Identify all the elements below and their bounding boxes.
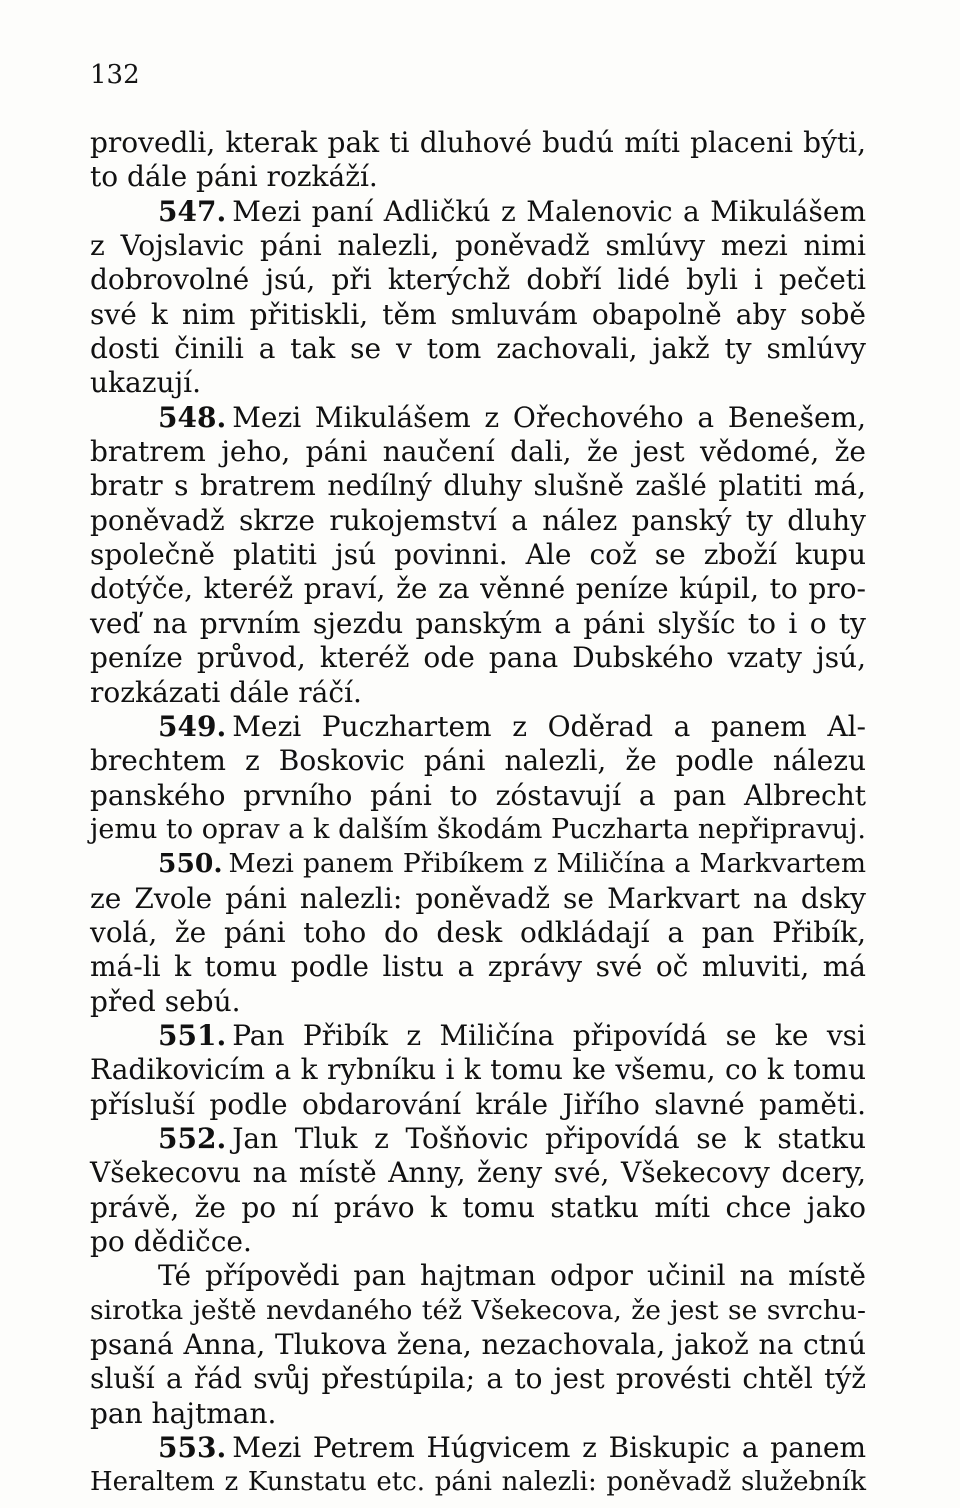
line-text: má-li k tomu podle listu a zprávy své oč mluviti, má	[90, 950, 866, 984]
line-text: to dále páni rozkáží.	[90, 160, 378, 194]
line-text: Radikovicím a k rybníku i k tomu ke všemu, co k tomu	[90, 1053, 866, 1087]
text-line	[90, 298, 866, 332]
text-line	[90, 332, 866, 366]
line-text: jemu to oprav a k dalším škodám Puczharta nepřipravuj.	[90, 813, 866, 845]
text-line	[90, 1362, 866, 1396]
text-line	[90, 366, 866, 400]
paragraph-number: 549.	[158, 709, 227, 743]
paragraph-number: 552.	[158, 1121, 227, 1155]
text-line	[90, 1259, 866, 1293]
line-text: Jan Tluk z Tošňovic připovídá se k statku	[232, 1121, 866, 1155]
paragraph-number: 553.	[158, 1431, 227, 1465]
line-text: Mezi Puczhartem z Oděrad a panem Al-	[232, 709, 866, 743]
line-text: sluší a řád svůj přestúpila; a to jest provésti chtěl týž	[90, 1362, 866, 1396]
text-line	[90, 263, 866, 297]
text-line	[90, 1122, 866, 1156]
line-text: bratrem jeho, páni naučení dali, že jest vědomé, že	[90, 435, 866, 469]
line-text: Heraltem z Kunstatu etc. páni nalezli: poněvadž služebník	[90, 1467, 866, 1498]
line-text: peníze průvod, kteréž ode pana Dubského vzaty jsú,	[90, 641, 866, 675]
text-line	[90, 1328, 866, 1362]
text-line	[90, 538, 866, 572]
text-line	[90, 676, 866, 710]
text-line	[90, 641, 866, 675]
line-text: panského prvního páni to zóstavují a pan Albrecht	[90, 778, 866, 812]
paragraph-number: 547.	[158, 194, 227, 228]
text-line	[90, 504, 866, 538]
text-line	[90, 1397, 866, 1431]
text-line	[90, 401, 866, 435]
line-text: Mezi Mikulášem z Ořechového a Benešem,	[232, 400, 866, 434]
text-line	[90, 1088, 866, 1122]
text-line	[90, 744, 866, 778]
line-text: psaná Anna, Tlukova žena, nezachovala, jakož na ctnú	[90, 1328, 866, 1362]
text-line	[90, 607, 866, 641]
line-text: z Vojslavic páni nalezli, poněvadž smlúvy mezi nimi	[90, 229, 866, 263]
line-text: dosti činili a tak se v tom zachovali, jakž ty smlúvy	[90, 332, 866, 366]
text-line	[90, 1294, 866, 1328]
line-text: dobrovolné jsú, při kterýchž dobří lidé byli i pečeti	[90, 263, 866, 297]
line-text: společně platiti jsú povinni. Ale což se zboží kupu	[90, 538, 866, 572]
paragraph-number: 550.	[158, 848, 223, 880]
line-text: brechtem z Boskovic páni nalezli, že podle nálezu	[90, 744, 866, 778]
line-text: před sebú.	[90, 984, 241, 1018]
text-line	[90, 710, 866, 744]
text-line	[90, 882, 866, 916]
line-text: veď na prvním sjezdu panským a páni slyšíc to i o ty	[90, 606, 866, 640]
text-line	[90, 435, 866, 469]
text-line	[90, 1053, 866, 1087]
text-line	[90, 229, 866, 263]
text-line	[90, 1225, 866, 1259]
text-line	[90, 1431, 866, 1465]
line-text: své k nim přitiskli, těm smluvám obapolně aby sobě	[90, 297, 866, 331]
line-text: sirotka ještě nevdaného též Všekecova, že jest se svrchu-	[90, 1294, 866, 1326]
line-text: rozkázati dále ráčí.	[90, 675, 362, 709]
line-text: Všekecovu na místě Anny, ženy své, Všekecovy dcery,	[90, 1156, 866, 1190]
line-text: ukazují.	[90, 366, 202, 400]
text-line	[90, 1156, 866, 1190]
line-text: ze Zvole páni nalezli: poněvadž se Markvart na dsky	[90, 881, 866, 915]
line-text: po dědičce.	[90, 1225, 252, 1258]
paragraph-number: 551.	[158, 1018, 227, 1052]
line-text: přísluší podle obdarování krále Jiřího slavné paměti.	[90, 1087, 866, 1121]
text-line	[90, 1019, 866, 1053]
line-text: pan hajtman.	[90, 1396, 277, 1430]
line-text: Té přípovědi pan hajtman odpor učinil na místě	[158, 1259, 866, 1293]
text-line	[90, 126, 866, 160]
text-line	[90, 469, 866, 503]
text-line	[90, 195, 866, 229]
line-text: Mezi Petrem Húgvicem z Biskupic a panem	[232, 1431, 866, 1465]
paragraph-number: 548.	[158, 400, 227, 434]
text-line	[90, 847, 866, 881]
line-text: právě, že po ní právo k tomu statku míti chce jako	[90, 1190, 866, 1224]
line-text: bratr s bratrem nedílný dluhy slušně zašlé platiti má,	[90, 469, 866, 503]
line-text: volá, že páni toho do desk odkládají a pan Přibík,	[90, 915, 866, 949]
text-line	[90, 985, 866, 1019]
line-text: provedli, kterak pak ti dluhové budú míti placeni býti,	[90, 126, 866, 159]
page-number: 132	[90, 60, 140, 90]
text-line	[90, 160, 866, 194]
text-line	[90, 813, 866, 847]
line-text: Pan Přibík z Miličína připovídá se ke vsi	[232, 1018, 866, 1052]
text-line	[90, 950, 866, 984]
text-line	[90, 1465, 866, 1499]
line-text: dotýče, kteréž praví, že za věnné peníze kúpil, to pro-	[90, 572, 866, 606]
text-line	[90, 1191, 866, 1225]
line-text: Mezi paní Adličkú z Malenovic a Mikulášem	[232, 194, 866, 228]
text-line	[90, 916, 866, 950]
text-line	[90, 779, 866, 813]
text-line	[90, 572, 866, 606]
line-text: Mezi panem Přibíkem z Miličína a Markvartem	[228, 848, 866, 880]
page-text	[90, 126, 866, 1500]
line-text: poněvadž skrze rukojemství a nález panský ty dluhy	[90, 503, 866, 537]
